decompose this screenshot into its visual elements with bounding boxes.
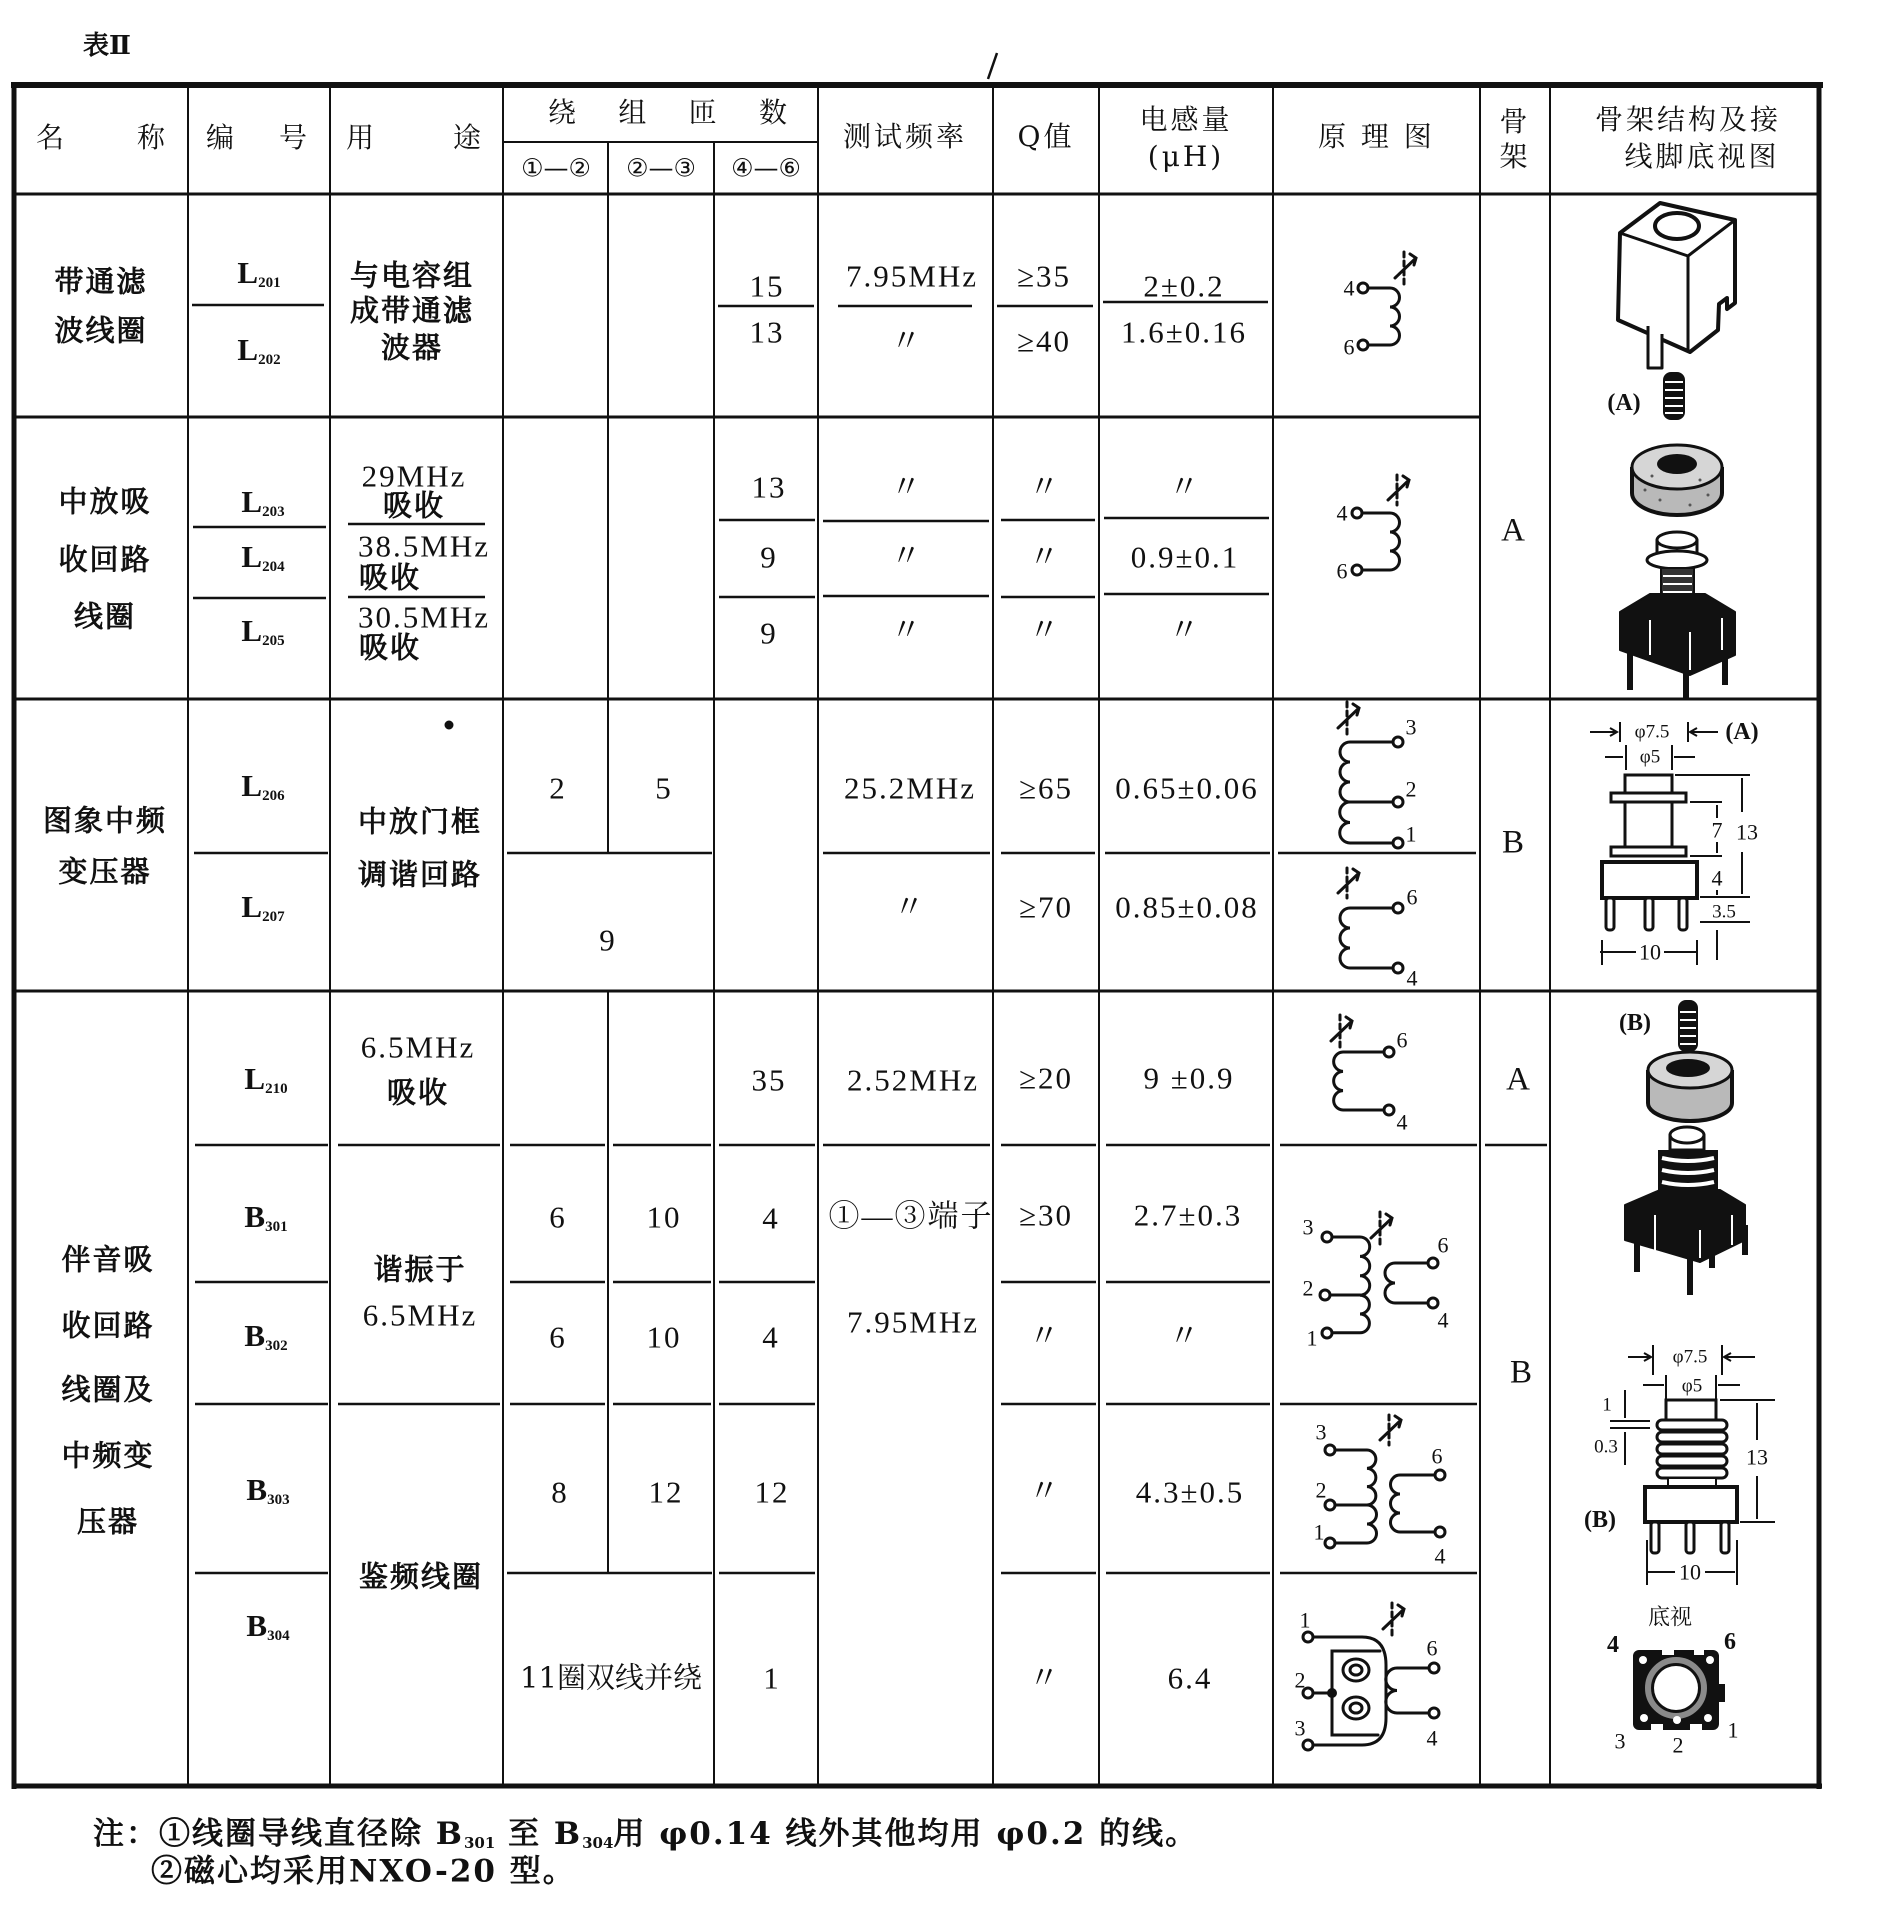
dim-width: 10 [1679, 1559, 1701, 1585]
group-name-line: 伴音吸 [61, 1242, 155, 1277]
test-frequency: 〃 [890, 538, 924, 574]
inductance-value: 1.6±0.16 [1120, 314, 1248, 350]
table-title: 表Ⅱ [83, 31, 131, 61]
bobbin-base-icon [1625, 1127, 1745, 1295]
turns-1-2: 6 [549, 1319, 567, 1355]
pin-label: 2 [1302, 1275, 1314, 1301]
pin-label: 3 [1302, 1214, 1314, 1240]
turns-4-6: 35 [751, 1062, 787, 1098]
q-value: ≥70 [1018, 889, 1074, 925]
dim-outer-diameter: φ7.5 [1634, 721, 1670, 743]
header-inductance-unit: (μH) [1147, 140, 1225, 173]
schematic-l203-l205 [1337, 475, 1410, 584]
adjustable-core-icon [1338, 868, 1359, 898]
dim-total-height: 13 [1736, 819, 1758, 845]
bobbin-type: A [1501, 512, 1525, 549]
header-code: 编 号 [206, 121, 310, 154]
bobbin-bottom-view [1607, 1606, 1739, 1758]
inductance-value: 0.9±0.1 [1130, 539, 1240, 575]
pin-label: 4 [1336, 500, 1348, 526]
dim-base-height: 4 [1711, 865, 1723, 891]
inductance-value: 0.65±0.06 [1115, 770, 1259, 806]
purpose-line: 吸收 [358, 630, 422, 665]
code-l206: $L_{206}$ [241, 768, 285, 804]
test-frequency: 〃 [893, 889, 927, 925]
header-turns-4-6: ④—⑥ [731, 153, 801, 183]
turns-2-3: 5 [655, 770, 673, 806]
assembly-b-label: (B) [1619, 1010, 1651, 1036]
note-2: ②磁心均采用NXO-20 型。 [151, 1853, 576, 1890]
dim-gap: 0.3 [1594, 1436, 1618, 1458]
pin-label: 6 [1336, 558, 1348, 584]
purpose-line: 吸收 [386, 1075, 450, 1110]
q-value: 〃 [1028, 539, 1062, 575]
header-name: 名 称 [36, 121, 168, 154]
q-value: 〃 [1028, 1660, 1062, 1696]
header-inductance: 电感量 [1139, 103, 1233, 136]
turns-4-6: 9 [760, 615, 778, 651]
header-schematic: 原 理 图 [1318, 120, 1435, 153]
bobbin-b-exploded-view [1619, 1000, 1745, 1295]
dim-pin-length: 3.5 [1712, 901, 1736, 923]
pin-label: 3 [1315, 1419, 1327, 1445]
pin-label: 6 [1343, 334, 1355, 360]
pin-label: 1 [1306, 1325, 1318, 1351]
inductance-value: 2.7±0.3 [1133, 1197, 1243, 1233]
inductance-value: 6.4 [1167, 1660, 1213, 1696]
dim-inner-diameter: φ5 [1681, 1375, 1703, 1397]
dim-pitch: 1 [1602, 1394, 1612, 1416]
pin-label: 4 [1426, 1725, 1438, 1751]
dim-drawing-label: (B) [1584, 1507, 1616, 1533]
bobbin-a-exploded-view [1607, 203, 1735, 700]
pin-label: 4 [1437, 1307, 1449, 1333]
inductance-value: 〃 [1168, 1318, 1202, 1354]
dim-inner-diameter: φ5 [1639, 746, 1661, 768]
purpose-frequency: 6.5MHz [362, 1297, 478, 1333]
adjustable-core-icon [1395, 252, 1416, 284]
group-name-line: 带通滤 [54, 264, 148, 299]
q-value: 〃 [1028, 612, 1062, 648]
purpose-line: 成带通滤 [349, 293, 475, 328]
bottom-pin-label: 4 [1607, 1632, 1619, 1658]
bobbin-type: A [1506, 1061, 1530, 1098]
q-value: ≥40 [1016, 323, 1072, 359]
group-name-line: 线圈及 [61, 1372, 155, 1407]
code-b304: $B_{304}$ [246, 1608, 290, 1644]
purpose-line: 吸收 [382, 488, 446, 523]
pin-label: 3 [1294, 1715, 1306, 1741]
q-value: 〃 [1028, 1473, 1062, 1509]
group-name-line: 压器 [76, 1504, 140, 1539]
header-turns: 绕 组 匝 数 [548, 96, 790, 129]
turns-4-6: 15 [749, 268, 785, 304]
tuning-slug-icon [1663, 372, 1685, 420]
code-b302: $B_{302}$ [244, 1318, 288, 1354]
dim-total-height: 13 [1746, 1444, 1768, 1470]
inductance-value: 〃 [1168, 469, 1202, 505]
group-name-line: 收回路 [58, 542, 152, 577]
pin-label: 6 [1396, 1027, 1408, 1053]
adjustable-core-icon [1331, 1015, 1352, 1047]
purpose-frequency: 6.5MHz [360, 1029, 476, 1065]
bobbin-type: B [1501, 824, 1525, 861]
group-name-line: 收回路 [61, 1308, 155, 1343]
test-frequency-terminals: ①—③端子 [828, 1198, 994, 1234]
header-bobbin-2: 架 [1499, 140, 1531, 173]
code-b303: $B_{303}$ [246, 1472, 290, 1508]
turns-2-3: 10 [646, 1199, 682, 1235]
header-turns-2-3: ②—③ [626, 153, 696, 183]
test-frequency: 7.95MHz [846, 258, 978, 294]
pin-label: 4 [1406, 965, 1418, 991]
turns-1-2: 2 [549, 770, 567, 806]
adjustable-core-icon [1338, 702, 1359, 735]
test-frequency: 2.52MHz [847, 1062, 979, 1098]
q-value: ≥20 [1018, 1060, 1074, 1096]
bobbin-a-dimension-drawing [1590, 719, 1759, 965]
header-structure: 骨架结构及接 [1594, 103, 1782, 136]
q-value: ≥30 [1018, 1197, 1074, 1233]
assembly-a-label: (A) [1607, 390, 1641, 416]
header-q: Q值 [1017, 120, 1075, 153]
turns-4-6: 13 [749, 314, 785, 350]
pin-label: 3 [1405, 714, 1417, 740]
adjustable-core-icon [1388, 475, 1409, 505]
tuning-slug-icon [1678, 1000, 1698, 1052]
purpose-line: 波器 [380, 330, 444, 365]
header-purpose: 用 途 [346, 121, 484, 154]
q-value: 〃 [1028, 469, 1062, 505]
turns-2-3: 12 [648, 1474, 684, 1510]
test-frequency: 〃 [890, 323, 924, 359]
bottom-pin-label: 3 [1614, 1728, 1626, 1754]
inductance-value: 2±0.2 [1143, 268, 1225, 304]
schematic-b303 [1314, 1415, 1446, 1569]
header-turns-1-2: ①—② [521, 153, 591, 183]
turns-2-3: 10 [646, 1319, 682, 1355]
header-structure-2: 线脚底视图 [1624, 140, 1780, 173]
bobbin-type: B [1509, 1354, 1533, 1391]
ferrite-cap-icon [1632, 445, 1722, 515]
pin-label: 1 [1299, 1607, 1311, 1633]
pin-label: 4 [1343, 275, 1355, 301]
turns-4-6: 13 [751, 469, 787, 505]
dim-outer-diameter: φ7.5 [1672, 1346, 1708, 1368]
inductance-value: 〃 [1168, 612, 1202, 648]
group-name-line: 中频变 [61, 1438, 155, 1473]
purpose-frequency: 29MHz [361, 458, 467, 494]
group-name-line: 变压器 [58, 854, 152, 889]
bottom-pin-label: 6 [1724, 1629, 1736, 1655]
code-b301: $B_{301}$ [244, 1199, 288, 1235]
turns-4-6: 9 [760, 539, 778, 575]
group-name-line: 线圈 [73, 599, 137, 634]
purpose-line: 谐振于 [373, 1252, 467, 1287]
turns-1-3: 11圈双线并绕 [520, 1660, 702, 1695]
purpose-frequency: 38.5MHz [358, 528, 490, 564]
code-l204: $L_{204}$ [241, 539, 285, 575]
test-frequency: 〃 [890, 469, 924, 505]
pin-label: 2 [1315, 1477, 1327, 1503]
inductance-value: 9 ±0.9 [1143, 1060, 1235, 1096]
purpose-line: 吸收 [358, 560, 422, 595]
pin-label: 2 [1294, 1667, 1306, 1693]
header-test-freq: 测试频率 [842, 120, 968, 153]
adjustable-core-icon [1380, 1415, 1401, 1445]
group-name-line: 波线圈 [54, 313, 148, 348]
purpose-line: 调谐回路 [357, 857, 483, 892]
header-bobbin: 骨 [1499, 105, 1531, 138]
schematic-l207 [1338, 868, 1418, 991]
test-frequency: 7.95MHz [847, 1304, 979, 1340]
pin-label: 6 [1426, 1635, 1438, 1661]
pin-label: 1 [1405, 821, 1417, 847]
pin-label: 4 [1396, 1109, 1408, 1135]
purpose-line: 与电容组 [349, 258, 475, 293]
code-l203: $L_{203}$ [241, 484, 285, 520]
inductance-value: 4.3±0.5 [1135, 1474, 1245, 1510]
dim-upper-height: 7 [1711, 817, 1723, 843]
code-l202: $L_{202}$ [237, 332, 281, 368]
turns-4-6: 1 [763, 1660, 781, 1696]
q-value: ≥65 [1018, 770, 1074, 806]
code-l207: $L_{207}$ [241, 889, 285, 925]
code-l201: $L_{201}$ [237, 255, 281, 291]
test-frequency: 〃 [890, 612, 924, 648]
dim-drawing-label: (A) [1725, 719, 1759, 745]
ferrite-cap-icon [1648, 1052, 1732, 1121]
bobbin-base-icon [1620, 532, 1735, 700]
schematic-l210 [1331, 1015, 1408, 1135]
bobbin-b-dimension-drawing [1584, 1345, 1775, 1585]
schematic-b304 [1295, 1603, 1440, 1751]
turns-4-6: 12 [754, 1474, 790, 1510]
turns-1-2: 8 [551, 1474, 569, 1510]
bottom-view-title: 底视 [1647, 1605, 1693, 1631]
turns-4-6: 4 [762, 1319, 780, 1355]
pin-label: 6 [1437, 1232, 1449, 1258]
q-value: 〃 [1028, 1318, 1062, 1354]
code-l210: $L_{210}$ [244, 1061, 288, 1097]
q-value: ≥35 [1016, 258, 1072, 294]
purpose-line: 中放门框 [357, 804, 483, 839]
adjustable-core-icon [1371, 1212, 1392, 1245]
pin-label: 2 [1405, 776, 1417, 802]
bottom-pin-label: 1 [1727, 1717, 1739, 1743]
adjustable-core-icon [1383, 1603, 1404, 1635]
code-l205: $L_{205}$ [241, 613, 285, 649]
bottom-pin-label: 2 [1672, 1732, 1684, 1758]
group-name-line: 中放吸 [58, 484, 152, 519]
pin-label: 6 [1431, 1443, 1443, 1469]
turns-4-6: 4 [762, 1200, 780, 1236]
pin-label: 6 [1406, 884, 1418, 910]
purpose-line: 鉴频线圈 [358, 1559, 484, 1594]
schematic-b301-b302 [1303, 1212, 1449, 1351]
group-name-line: 图象中频 [42, 803, 168, 838]
dim-width: 10 [1639, 939, 1661, 965]
note-1: 注：①线圈导线直径除 $B_{301}$ 至 $B_{304}$用 φ0.14 线外其他均用 φ0.2 的线。 [93, 1816, 1199, 1852]
test-frequency: 25.2MHz [844, 770, 976, 806]
turns-1-3: 9 [599, 922, 617, 958]
inductance-value: 0.85±0.08 [1115, 889, 1259, 925]
turns-1-2: 6 [549, 1199, 567, 1235]
purpose-frequency: 30.5MHz [358, 599, 490, 635]
schematic-l201-l202 [1344, 252, 1417, 360]
schematic-l206 [1338, 702, 1417, 848]
pin-label: 4 [1434, 1543, 1446, 1569]
pin-label: 1 [1313, 1519, 1325, 1545]
